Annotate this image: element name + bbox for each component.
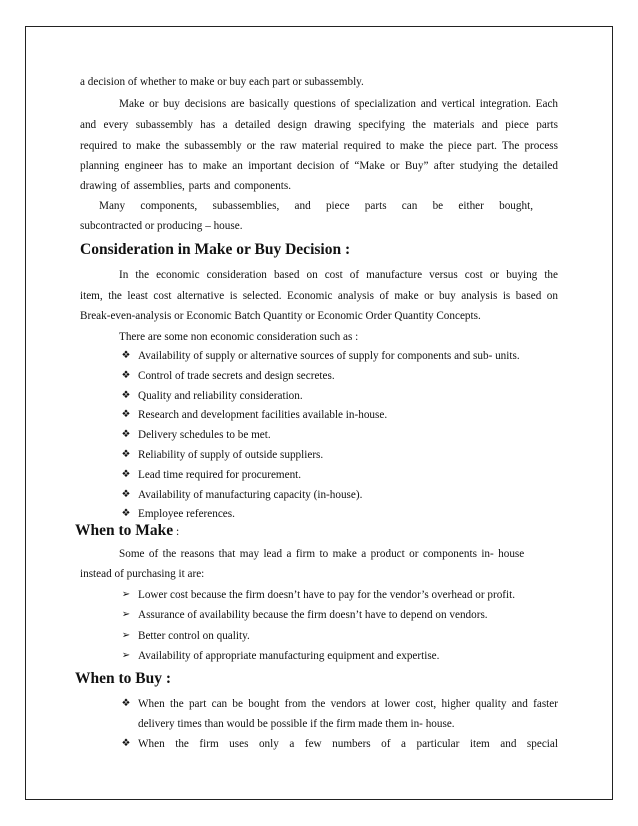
four-diamond-bullet-icon: ❖	[121, 738, 131, 749]
list-item-text: Better control on quality.	[138, 629, 250, 642]
four-diamond-bullet-icon: ❖	[121, 449, 131, 460]
list-item-text: Lead time required for procurement.	[138, 468, 302, 481]
intro-para-line-5: drawing of assemblies, parts and components.	[80, 180, 291, 192]
section2-para-line-2: instead of purchasing it are:	[80, 568, 205, 580]
list-item-text: Reliability of supply of outside suppliers.	[138, 449, 324, 461]
section1-para-line-1: In the economic consideration based on cost of manufacture versus cost or buying the	[119, 269, 558, 281]
list-item-text: Lower cost because the firm doesn’t have to pay for the vendor’s overhead or profit.	[138, 589, 516, 601]
buy-bullet-1-line-1: When the part can be bought from the vendors at lower cost, higher quality and faster	[138, 698, 558, 710]
section-heading-consideration: Consideration in Make or Buy Decision :	[80, 241, 351, 258]
four-diamond-bullet-icon: ❖	[121, 369, 131, 381]
section2-para-line-1: Some of the reasons that may lead a firm to make a product or components in- house	[119, 548, 525, 560]
section-heading-when-to-make: When to Make :	[75, 522, 180, 539]
intro-para-line-4: planning engineer has to make an important decision of “Make or Buy” after studying the detailed	[80, 160, 558, 172]
buy-bullet-1-line-2: delivery times than would be possible if the firm made them in- house.	[138, 718, 455, 730]
intro-para2-line-2: subcontracted or producing – house.	[80, 220, 243, 232]
list-item-text: Availability of manufacturing capacity (in-house).	[138, 488, 363, 501]
list-item-text: Employee references.	[138, 508, 235, 521]
four-diamond-bullet-icon: ❖	[121, 468, 131, 480]
buy-bullet-2-line-1: When the firm uses only a few numbers of a particular item and special	[138, 738, 558, 750]
section1-noneconomic-intro: There are some non economic consideration such as :	[119, 331, 359, 343]
intro-para2-line-1: Many components, subassemblies, and piece parts can be either bought,	[99, 200, 533, 212]
section1-para-line-3: Break-even-analysis or Economic Batch Quantity or Economic Order Quantity Concepts.	[80, 310, 481, 322]
list-item-text: Delivery schedules to be met.	[138, 429, 271, 442]
intro-para-line-2: and every subassembly has a detailed design drawing specifying the materials and piece parts	[80, 119, 558, 131]
list-item-text: Assurance of availability because the firm doesn’t have to depend on vendors.	[138, 609, 488, 622]
list-item-text: Research and development facilities available in-house.	[138, 409, 388, 422]
list-item-text: Availability of appropriate manufacturing equipment and expertise.	[138, 649, 440, 662]
four-diamond-bullet-icon: ❖	[121, 698, 131, 709]
intro-para-line-1: Make or buy decisions are basically questions of specialization and vertical integration. Each	[119, 98, 558, 110]
section1-para-line-2: item, the least cost alternative is selected. Economic analysis of make or buy analysis is based on	[80, 290, 558, 302]
arrowhead-bullet-icon: ➢	[121, 589, 131, 600]
list-item-text: Availability of supply or alternative sources of supply for components and sub- units.	[138, 350, 520, 362]
four-diamond-bullet-icon: ❖	[121, 409, 131, 421]
list-item-text: Quality and reliability consideration.	[138, 389, 303, 402]
arrowhead-bullet-icon: ➢	[121, 649, 131, 661]
section-heading-when-to-buy: When to Buy :	[75, 670, 172, 687]
four-diamond-bullet-icon: ❖	[121, 488, 131, 500]
four-diamond-bullet-icon: ❖	[121, 429, 131, 441]
list-item-text: Control of trade secrets and design secretes.	[138, 369, 335, 382]
four-diamond-bullet-icon: ❖	[121, 389, 131, 401]
four-diamond-bullet-icon: ❖	[121, 508, 131, 520]
intro-line: a decision of whether to make or buy each part or subassembly.	[80, 76, 364, 88]
arrowhead-bullet-icon: ➢	[121, 609, 131, 621]
arrowhead-bullet-icon: ➢	[121, 629, 131, 641]
intro-para-line-3: required to make the subassembly or the raw material required to make the piece part. The process	[80, 140, 558, 152]
four-diamond-bullet-icon: ❖	[121, 350, 131, 361]
